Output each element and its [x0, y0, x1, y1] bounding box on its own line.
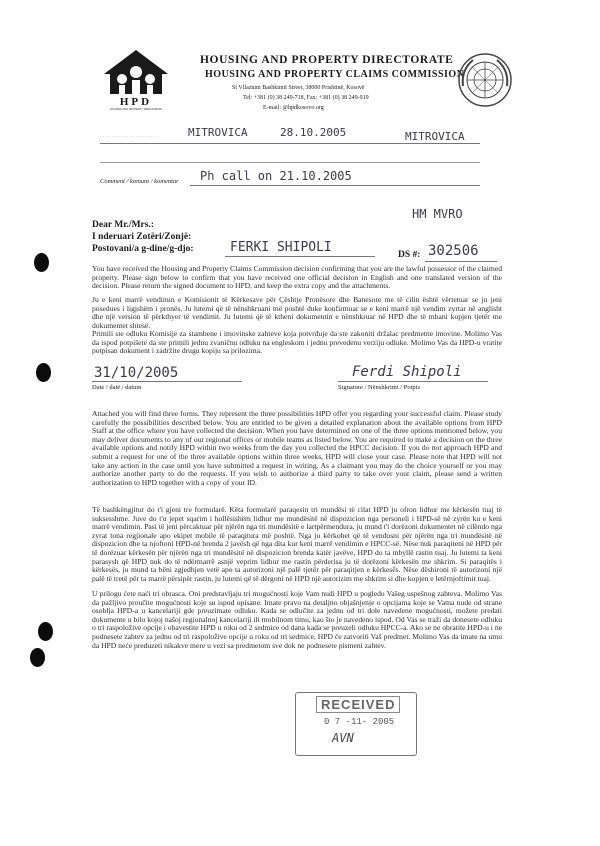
header-address: St Vllaznim Bashkimit Street, 38000 Prishtinë, Kosovë — [232, 85, 365, 91]
header-subtitle: HOUSING AND PROPERTY CLAIMS COMMISSION — [205, 69, 465, 80]
handwritten-field-3: MITROVICA — [405, 130, 465, 143]
hpd-logo — [98, 48, 174, 110]
paragraph-sq: Ju e keni marrë vendimin e Komisionit të Kërkesave për Çështje Pronësore dhe Banesore me të cilin është vërtetuar se ju jeni posedues i ligjshëm i pronës. Ju lutemi që të nënshkruani më poshtë duke konfirmuar se e keni marrë një vendim zyrtar në anglisht dhe një version të përkthyer të vendimit. Ju lutemi që të ktheni dokumentin e nënshkruar në HPD dhe të mbani kopjen tjetër me dokumentet shtesë. — [92, 295, 502, 330]
comment-label: Comment / komunt / komentar — [100, 178, 179, 185]
handwritten-signature: Ferdi Shipoli — [352, 364, 462, 380]
hpd-logo-text: HPD — [119, 96, 153, 108]
handwritten-sign-date: 31/10/2005 — [94, 365, 179, 381]
form-line-1 — [100, 143, 480, 144]
handwritten-field-1: MITROVICA — [188, 126, 248, 139]
handwritten-comment: Ph call on 21.10.2005 — [200, 169, 352, 183]
faint-field-label: . . . . . . . . . . . . . . . . . . . — [100, 133, 156, 139]
dear-label-sq: I nderuari Zotëri/Zonjë: — [92, 232, 192, 242]
date-line — [92, 381, 242, 382]
un-emblem-icon — [457, 52, 513, 108]
punch-hole-2 — [36, 363, 51, 382]
punch-hole-3 — [38, 622, 53, 641]
handwritten-name: FERKI SHIPOLI — [230, 240, 332, 255]
ds-label: DS #: — [398, 250, 421, 260]
signature-line — [338, 381, 488, 382]
stamp-initials: AVN — [332, 731, 354, 745]
block-sq: Të bashkëngjitur do t'i gjeni tre formularë. Këta formularë paraqesin tri mundësi të cilat HPD ju ofron lidhur me kërkesën tuaj të suksesshme. Juve do t'u jepet sqarim i hollësishëm lidhur me mundësitë në dispozicion nga personeli i HPD-së në zyrën ku e keni marrë vendimin. Pasi të jeni përcaktuar për njërën nga tri mundësitë e lartpërmendura, ju mund t'i dorëzoni dokumentet në cilëndo nga zyrat tona regjionale apo ekipet mobile të paraqitura më poshtë. Nga ju kërkohet që të vendosni për njërën nga tri mundësitë në dispozicion dhe ta njoftoni HPD-në brenda 2 javësh që nga dita kur keni marrë vendimin e HPCC-së. Nëse nuk paraqiteni në HPD për të dorëzuar kërkesën për njërën nga tri mundësitë në dispozicion brenda katër javëve, HPD do ta mbyllë rastin tuaj. Ju lutemi ta keni parasysh që HPD nuk do të ndërmarrë asnjë veprim lidhur me rastin përderisa ju të dorëzoni kërkesën me shkrim. Si paraqitës i kërkesës, ju mund ta bëni zgjedhjen vetë apo ta autorizoni një palë tjetër për paraqitjen e kërkesës. Nëse dëshironi të autorizoni një palë të tretë për ta marrë përsipër rastin, ju lutemi që të dërgoni në HPD një autorizim me shkrim si dhe kopjen e letërnjoftimit tuaj. — [92, 505, 502, 583]
punch-hole-4 — [30, 648, 45, 667]
comment-line — [190, 185, 480, 186]
stamp-date: 0 7 -11- 2005 — [324, 717, 395, 727]
date-label: Date / datë / datum — [92, 384, 142, 391]
dear-label-sr: Postovani/a g-dine/g-djo: — [92, 244, 194, 254]
name-line — [225, 256, 375, 257]
header-phone: Tel: +381 (0) 38 249-718, Fax: +381 (0) 38 249-919 — [243, 95, 369, 101]
stamp-label: RECEIVED — [316, 696, 400, 713]
header-title: HOUSING AND PROPERTY DIRECTORATE — [200, 54, 454, 66]
received-stamp — [295, 692, 417, 756]
block-en: Attached you will find three forms. They represent the three possibilities HPD offer you regarding your successful claim. Please study carefully the possibilities described below. You are entitled to be given a detailed explanation about the available options from HPD Staff at the office where you have collected the decision. When you have determined on one of the three options mentioned below, you may deliver documents to any of our regional offices or mobile teams as listed below. You are required to make a decision on the three available options and notify HPD within two weeks from the day you collected the HPCC decision. If you do not approach HPD and submit a request for one of the three available options within three weeks, HPD will close your case. Please note that HPD will not take any action in the case until you have submitted a request in writing. As a claimant you may do the choice yourself or you may authorize another party to do the requests. If you wish to authorize a third party to take over your claim, please send a written authorization to HPD together with a copy of your ID. — [92, 409, 502, 487]
paragraph-en: You have received the Housing and Property Claims Commission decision confirming that you are the lawful possessor of the claimed property. Please sign below to confirm that you have received one official decision in English and one translated version of the decision. Please return the signed document to HPD, and keep the extra copy and the attachments. — [92, 264, 502, 291]
signature-label: Signature / Nënshkrimi / Potpis — [338, 384, 420, 391]
paragraph-sr: Primili ste odluku Komisije za stambene i imovinske zahteve koja potvrđuje da ste zakoniti držalac predmetne imovine. Molimo Vas da ispod potpišete da ste primili jednu zvaničnu odluku na engleskom i jednu prevedenu verziju odluke. Molimo Vas da HPD-u vratite potpisan dokument i zadržite drugu kopiju sa prilozima. — [92, 329, 502, 356]
ds-line — [425, 261, 497, 262]
handwritten-ds-number: 302506 — [428, 243, 479, 259]
punch-hole-1 — [34, 253, 49, 272]
dear-label-en: Dear Mr./Mrs.: — [92, 220, 154, 230]
handwritten-date: 28.10.2005 — [280, 126, 347, 139]
header-email: E-mail: @hpdkosovo.org — [263, 105, 324, 111]
form-line-2 — [100, 162, 480, 163]
handwritten-top-right: HM MVRO — [412, 207, 463, 221]
hpd-logo-subtext: HOUSING AND PROPERTY DIRECTORATE — [109, 108, 163, 110]
block-sr: U prilogu ćete naći tri obrasca. Oni predstavljaju tri mogućnosti koje Vam nudi HPD u pogledu Vašeg uspešnog zahteva. Molimo Vas da pažljivo proučite mogućnosti koje su ispod opisane. Imate pravo na detaljno objašnjenje o opcijama koje se Vama nude od strane osoblja HPD-a u kancelariji gde preuzimate odluku. Kada se odlučite za jednu od tri dole navedene mogućnosti, možete predati dokumente u bilo kojoj našoj regionalnoj kancelariji ili mobilnom timu, kao što je navedeno ispod. Od Vas se traži da donesete odluku o tri raspoložive opcije i obavestite HPD u roku od 2 sedmice od dana kada se preuzeli odluku HPCC-a. Ako se ne obratite HPD-u i ne podnesete zahtev za jednu od tri raspoložive opcije u roku od tri sedmice, HPD će zatvoriti Vaš predmet. Molimo Vas da imate na umu da HPD neće preduzeti nikakve mere u vezi sa predmetom sve dok ne podnesete pismeni zahtev. — [92, 590, 502, 650]
